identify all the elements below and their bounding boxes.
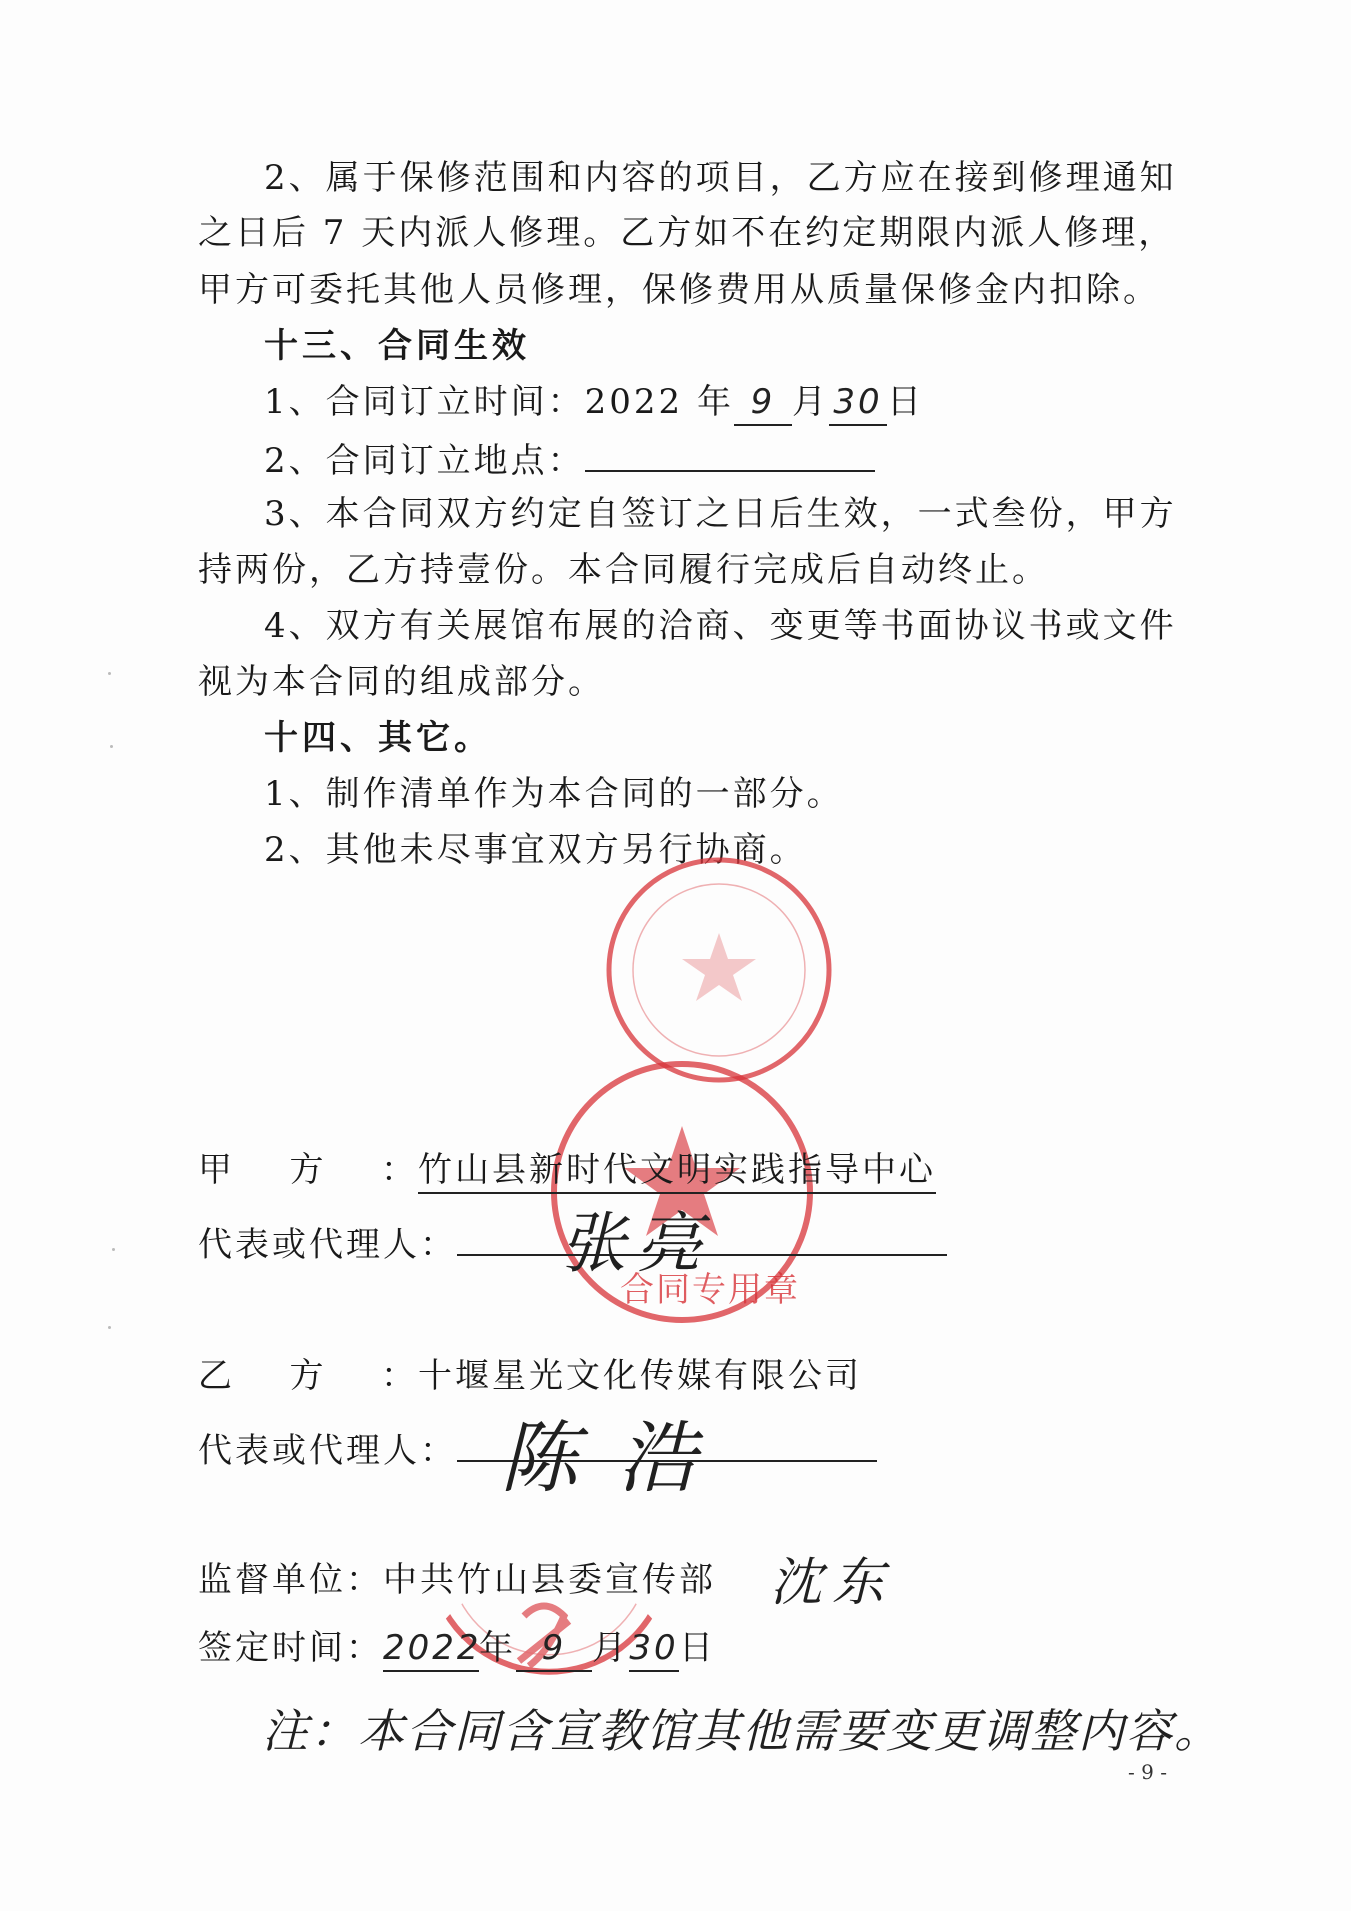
signing-date-year: 2022 (383, 1628, 479, 1672)
party-b-line (198, 1356, 862, 1396)
signing-date-year-label: 年 (479, 1628, 516, 1668)
party-b-signature: 陈浩 (500, 1414, 737, 1504)
scan-speck (112, 1248, 115, 1251)
paragraph-line: 之日后 7 天内派人修理。乙方如不在约定期限内派人修理， (198, 213, 1176, 253)
paragraph-line: 4、双方有关展馆布展的洽商、变更等书面协议书或文件 (264, 606, 1177, 646)
contract-date-line (264, 382, 924, 426)
party-b-rep-label: 代表或代理人： (198, 1431, 457, 1471)
contract-date-month: 9 (734, 382, 792, 426)
contract-place-line (264, 438, 875, 481)
signing-date-month-label: 月 (592, 1628, 629, 1668)
party-b-seal-subtext: 合同专用章 (620, 1270, 800, 1310)
party-a-label-right: 方： (289, 1150, 418, 1190)
contract-place-blank (585, 438, 875, 472)
party-b-name: 十堰星光文化传媒有限公司 (418, 1356, 862, 1396)
scan-speck (108, 672, 111, 675)
party-a-name: 竹山县新时代文明实践指导中心 (418, 1150, 936, 1194)
paragraph-line: 持两份，乙方持壹份。本合同履行完成后自动终止。 (198, 550, 1049, 590)
party-a-seal (604, 855, 834, 1085)
contract-place-label: 2、合同订立地点： (264, 441, 585, 481)
scan-speck (110, 745, 113, 748)
page-number: - 9 - (1128, 1760, 1167, 1784)
signing-date-month: 9 (516, 1628, 592, 1672)
signing-date-day-label: 日 (679, 1628, 716, 1668)
paragraph-line: 3、本合同双方约定自签订之日后生效，一式叁份，甲方 (264, 494, 1177, 534)
contract-date-prefix: 1、合同订立时间：2022 年 (264, 382, 734, 422)
party-a-line (198, 1150, 936, 1190)
handwritten-note: 注：本合同含宣教馆其他需要变更调整内容。 (262, 1704, 1222, 1758)
supervisor-label: 监督单位： (198, 1560, 383, 1600)
signing-date-label: 签定时间： (198, 1628, 383, 1668)
party-b-label-left: 乙 (198, 1356, 290, 1396)
signing-date-day: 30 (629, 1628, 679, 1672)
paragraph-line: 2、属于保修范围和内容的项目，乙方应在接到修理通知 (264, 158, 1177, 198)
party-a-label-left: 甲 (198, 1150, 290, 1190)
supervisor-line (198, 1560, 716, 1600)
party-a-rep-label: 代表或代理人： (198, 1225, 457, 1265)
scan-speck (108, 1326, 111, 1329)
paragraph-line: 2、其他未尽事宜双方另行协商。 (264, 830, 807, 870)
section-heading: 十四、其它。 (264, 718, 492, 758)
party-b-label (198, 1356, 418, 1396)
party-a-label (198, 1150, 418, 1190)
party-a-signature: 张亮 (560, 1205, 712, 1282)
supervisor-signature: 沈东 (770, 1553, 895, 1613)
contract-date-day: 30 (829, 382, 887, 426)
contract-date-day-label: 日 (886, 382, 924, 422)
paragraph-line: 甲方可委托其他人员修理，保修费用从质量保修金内扣除。 (198, 270, 1160, 310)
paragraph-line: 1、制作清单作为本合同的一部分。 (264, 774, 844, 814)
contract-date-month-label: 月 (791, 382, 829, 422)
supervisor-name: 中共竹山县委宣传部 (383, 1560, 716, 1600)
paragraph-line: 视为本合同的组成部分。 (198, 662, 605, 702)
signing-date-line (198, 1628, 716, 1672)
section-heading: 十三、合同生效 (264, 326, 530, 366)
party-b-label-right: 方： (289, 1356, 418, 1396)
